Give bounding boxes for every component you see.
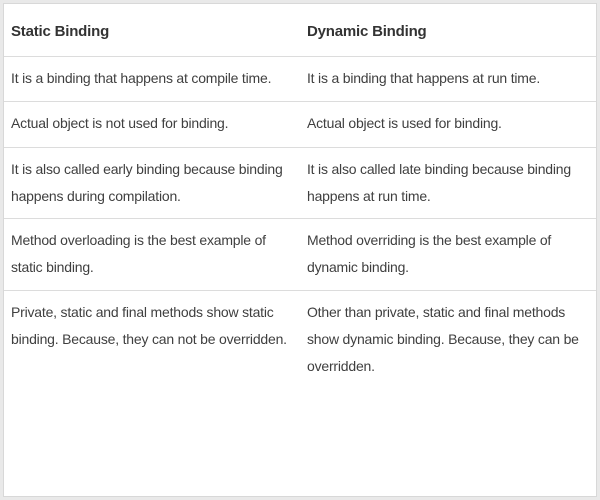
table-row — [4, 291, 596, 392]
table-row — [4, 57, 596, 102]
binding-comparison-table — [4, 4, 596, 391]
column-header-static-binding: Static Binding — [11, 23, 110, 40]
table-cell: It is also called early binding because binding happens during compilation. — [4, 148, 299, 219]
table-cell: Private, static and final methods show static binding. Because, they can not be overridden. — [4, 291, 299, 392]
table-cell: Actual object is used for binding. — [299, 102, 596, 148]
column-header-dynamic-binding: Dynamic Binding — [306, 23, 427, 40]
table-cell: Other than private, static and final methods show dynamic binding. Because, they can be overridden. — [299, 291, 596, 392]
table-cell: It is a binding that happens at run time. — [299, 57, 596, 102]
table-row — [4, 219, 596, 291]
table-header-row — [4, 4, 596, 57]
table-cell: Method overloading is the best example of static binding. — [4, 219, 299, 291]
table-cell: It is a binding that happens at compile time. — [4, 57, 299, 102]
table-cell: Actual object is not used for binding. — [4, 102, 299, 148]
table-row — [4, 148, 596, 219]
comparison-table-card — [3, 3, 597, 497]
table-cell: Method overriding is the best example of dynamic binding. — [299, 219, 596, 291]
table-row — [4, 102, 596, 148]
table-cell: It is also called late binding because binding happens at run time. — [299, 148, 596, 219]
